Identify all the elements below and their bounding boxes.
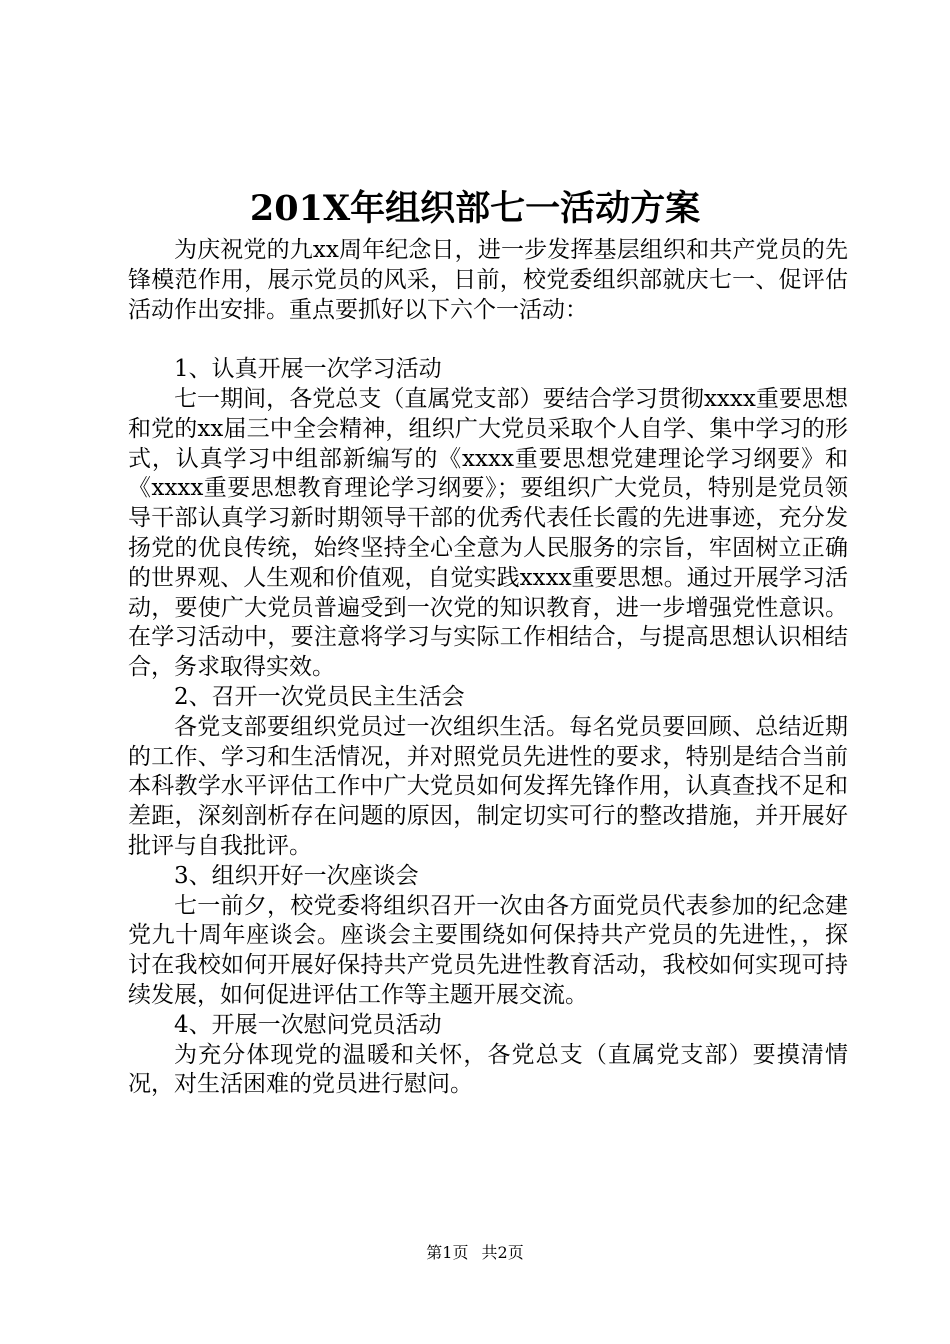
document-body	[128, 236, 848, 1100]
blank-line	[128, 325, 848, 355]
page-footer	[0, 1242, 950, 1264]
section-content-1: 七一期间，各党总支（直属党支部）要结合学习贯彻xxxx重要思想和党的xx届三中全会精神，组织广大党员采取个人自学、集中学习的形式，认真学习中组部新编写的《xxxx重要思想党建理论学习纲要》和《xxxx重要思想教育理论学习纲要》；要组织广大党员，特别是党员领导干部认真学习新时期领导干部的优秀代表任长霞的先进事迹，充分发扬党的优良传统，始终坚持全心全意为人民服务的宗旨，牢固树立正确的世界观、人生观和价值观，自觉实践xxxx重要思想。通过开展学习活动，要使广大党员普遍受到一次党的知识教育，进一步增强党性意识。在学习活动中，要注意将学习与实际工作相结合，与提高思想认识相结合，务求取得实效。	[128, 385, 848, 681]
section-content-4: 为充分体现党的温暖和关怀，各党总支（直属党支部）要摸清情况，对生活困难的党员进行慰问。	[128, 1041, 848, 1098]
page-number-total: 共2页	[481, 1243, 524, 1262]
section-content-2: 各党支部要组织党员过一次组织生活。每名党员要回顾、总结近期的工作、学习和生活情况，并对照党员先进性的要求，特别是结合当前本科教学水平评估工作中广大党员如何发挥先锋作用，认真查找不足和差距，深刻剖析存在问题的原因，制定切实可行的整改措施，并开展好批评与自我批评。	[128, 713, 848, 859]
section-heading-3: 3、组织开好一次座谈会	[174, 862, 419, 889]
document-title: 201X年组织部七一活动方案	[249, 188, 701, 229]
section-heading-4: 4、开展一次慰问党员活动	[174, 1011, 442, 1038]
section-heading-2: 2、召开一次党员民主生活会	[174, 683, 465, 710]
intro-paragraph: 为庆祝党的九xx周年纪念日，进一步发挥基层组织和共产党员的先锋模范作用，展示党员的风采，日前，校党委组织部就庆七一、促评估活动作出安排。重点要抓好以下六个一活动：	[128, 237, 848, 323]
section-heading-1: 1、认真开展一次学习活动	[174, 356, 442, 383]
page-number-current: 第1页	[426, 1243, 469, 1262]
section-content-3: 七一前夕，校党委将组织召开一次由各方面党员代表参加的纪念建党九十周年座谈会。座谈会主要围绕如何保持共产党员的先进性，，探讨在我校如何开展好保持共产党员先进性教育活动，我校如何实现可持续发展，如何促进评估工作等主题开展交流。	[128, 892, 848, 1008]
